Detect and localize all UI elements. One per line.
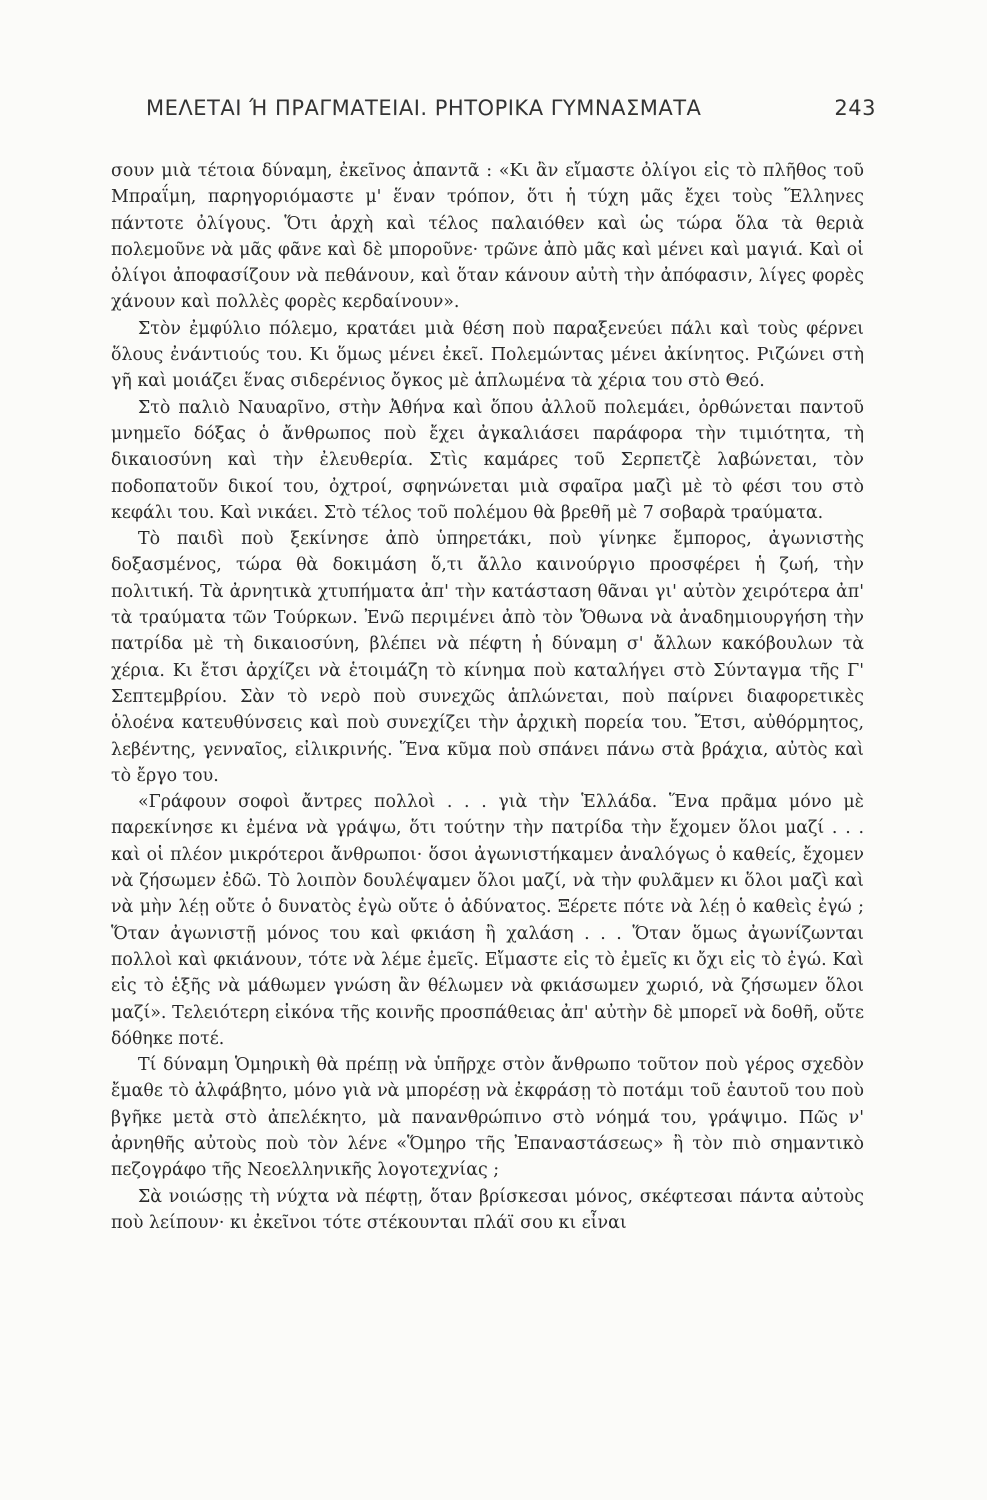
running-head-title: ΜΕΛΕΤΑΙ Ή ΠΡΑΓΜΑΤΕΙΑΙ. ΡΗΤΟΡΙΚΑ ΓΥΜΝΑΣΜΑΤΑ [146,96,702,120]
page-number: 243 [834,96,876,120]
body-text [111,158,864,1236]
running-head [146,96,876,136]
quoted-paragraph: «Γράφουν σοφοὶ ἄντρες πολλοὶ . . . γιὰ τὴν Ἑλλάδα. Ἕνα πρᾶμα μόνο μὲ παρεκίνησε κι ἐμένα νὰ γράψω, ὅτι τούτην τὴν πατρίδα τὴν ἔχομεν ὅλοι μαζί . . . καὶ οἱ πλέον μικρότεροι ἄνθρωποι· ὅσοι ἀγωνιστήκαμεν ἀναλόγως ὁ καθείς, ἔχομεν νὰ ζήσωμεν ἐδῶ. Τὸ λοιπὸν δουλέψαμεν ὅλοι μαζί, νὰ τὴν φυλᾶμεν κι ὅλοι μαζὶ καὶ νὰ μὴν λέῃ οὔτε ὁ δυνατὸς ἐγὼ οὔτε ὁ ἀδύνατος. Ξέρετε πότε νὰ λέῃ ὁ καθεὶς ἐγώ ; Ὅταν ἀγωνιστῇ μόνος του καὶ φκιάση ἢ χαλάση . . . Ὅταν ὅμως ἀγωνίζωνται πολλοὶ καὶ φκιάνουν, τότε νὰ λέμε ἐμεῖς. Εἴμαστε εἰς τὸ ἐμεῖς κι ὄχι εἰς τὸ ἐγώ. Καὶ εἰς τὸ ἑξῆς νὰ μάθωμεν γνώση ἂν θέλωμεν νὰ φκιάσωμεν χωριό, νὰ ζήσωμεν ὅλοι μαζί». Τελειότερη εἰκόνα τῆς κοινῆς προσπάθειας ἀπ' αὐτὴν δὲ μπορεῖ νὰ δοθῆ, οὔτε δόθηκε ποτέ. [111,792,864,1049]
paragraph: σουν μιὰ τέτοια δύναμη, ἐκεῖνος ἀπαντᾶ : «Κι ἂν εἴμαστε ὀλίγοι εἰς τὸ πλῆθος τοῦ Μπραΐμη, παρηγοριόμαστε μ' ἕναν τρόπον, ὅτι ἡ τύχη μᾶς ἔχει τοὺς Ἕλληνες πάντοτε ὀλίγους. Ὅτι ἀρχὴ καὶ τέλος παλαιόθεν καὶ ὡς τώρα ὅλα τὰ θεριὰ πολεμοῦνε νὰ μᾶς φᾶνε καὶ δὲ μποροῦνε· τρῶνε ἀπὸ μᾶς καὶ μένει καὶ μαγιά. Καὶ οἱ ὀλίγοι ἀποφασίζουν νὰ πεθάνουν, καὶ ὅταν κάνουν αὐτὴ τὴν ἀπόφασιν, λίγες φορὲς χάνουν καὶ πολλὲς φορὲς κερδαίνουν». [111,161,864,313]
paragraph: Στὸ παλιὸ Ναυαρῖνο, στὴν Ἀθήνα καὶ ὅπου ἀλλοῦ πολεμάει, ὀρθώνεται παντοῦ μνημεῖο δόξας ὁ ἄνθρωπος ποὺ ἔχει ἀγκαλιάσει παράφορα τὴν τιμιότητα, τὴ δικαιοσύνη καὶ τὴν ἐλευθερία. Στὶς καμάρες τοῦ Σερπετζὲ λαβώνεται, τὸν ποδοπατοῦν δικοί του, ὀχτροί, σφηνώνεται μιὰ σφαῖρα μαζὶ μὲ τὸ φέσι του στὸ κεφάλι του. Καὶ νικάει. Στὸ τέλος τοῦ πολέμου θὰ βρεθῆ μὲ 7 σοβαρὰ τραύματα. [111,397,864,523]
paragraph: Στὸν ἐμφύλιο πόλεμο, κρατάει μιὰ θέση ποὺ παραξενεύει πάλι καὶ τοὺς φέρνει ὅλους ἐνάντιούς του. Κι ὅμως μένει ἐκεῖ. Πολεμώντας μένει ἀκίνητος. Ριζώνει στὴ γῆ καὶ μοιάζει ἕνας σιδερένιος ὄγκος μὲ ἁπλωμένα τὰ χέρια του στὸ Θεό. [111,318,864,392]
paragraph: Σὰ νοιώσῃς τὴ νύχτα νὰ πέφτῃ, ὅταν βρίσκεσαι μόνος, σκέφτεσαι πάντα αὐτοὺς ποὺ λείπουν· κι ἐκεῖνοι τότε στέκουνται πλάϊ σου κι εἶναι [111,1186,864,1233]
paragraph: Τὸ παιδὶ ποὺ ξεκίνησε ἀπὸ ὑπηρετάκι, ποὺ γίνηκε ἔμπορος, ἀγωνιστὴς δοξασμένος, τώρα θὰ δοκιμάση ὅ,τι ἄλλο καινούργιο προσφέρει ἡ ζωή, τὴν πολιτική. Τὰ ἀρνητικὰ χτυπήματα ἀπ' τὴν κατάσταση θᾶναι γι' αὐτὸν χειρότερα ἀπ' τὰ τραύματα τῶν Τούρκων. Ἐνῶ περιμένει ἀπὸ τὸν Ὄθωνα νὰ ἀναδημιουργήση τὴν πατρίδα μὲ τὴ δικαιοσύνη, βλέπει νὰ πέφτη ἡ δύναμη σ' ἄλλων κακόβουλων τὰ χέρια. Κι ἔτσι ἀρχίζει νὰ ἑτοιμάζη τὸ κίνημα ποὺ καταλήγει στὸ Σύνταγμα τῆς Γ' Σεπτεμβρίου. Σὰν τὸ νερὸ ποὺ συνεχῶς ἁπλώνεται, ποὺ παίρνει διαφορετικὲς ὁλοένα κατευθύνσεις καὶ ποὺ συνεχίζει τὴν ἀρχικὴ πορεία του. Ἔτσι, αὐθόρμητος, λεβέντης, γενναῖος, εἰλικρινής. Ἕνα κῦμα ποὺ σπάνει πάνω στὰ βράχια, αὐτὸς καὶ τὸ ἔργο του. [111,529,864,786]
paragraph: Τί δύναμη Ὁμηρικὴ θὰ πρέπῃ νὰ ὑπῆρχε στὸν ἄνθρωπο τοῦτον ποὺ γέρος σχεδὸν ἔμαθε τὸ ἀλφάβητο, μόνο γιὰ νὰ μπορέσῃ νὰ ἐκφράσῃ τὸ ποτάμι τοῦ ἑαυτοῦ του ποὺ βγῆκε μετὰ στὸ ἀπελέκητο, μὰ πανανθρώπινο στὸ νόημά του, γράψιμο. Πῶς ν' ἀρνηθῆς αὐτοὺς ποὺ τὸν λένε «Ὅμηρο τῆς Ἐπαναστάσεως» ἢ τὸν πιὸ σημαντικὸ πεζογράφο τῆς Νεοελληνικῆς λογοτεχνίας ; [111,1055,864,1181]
